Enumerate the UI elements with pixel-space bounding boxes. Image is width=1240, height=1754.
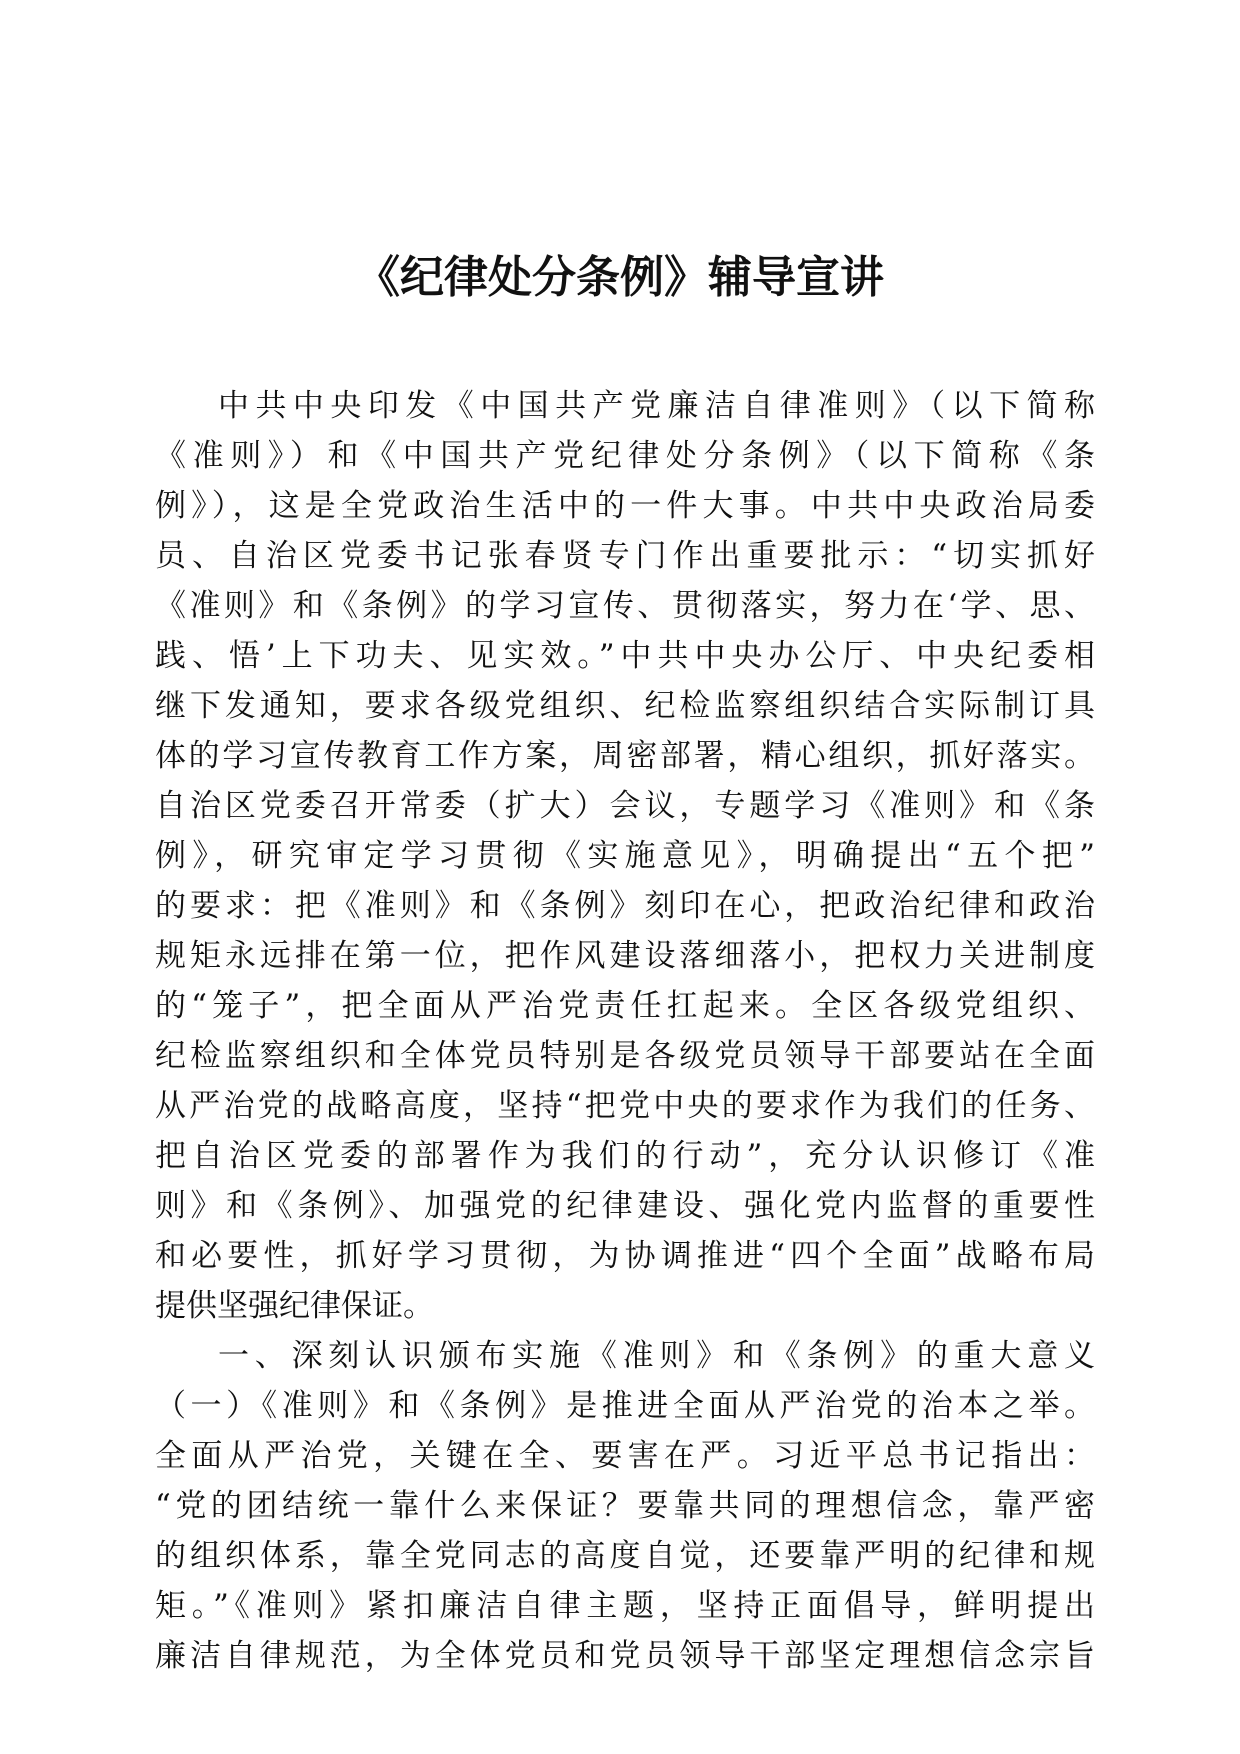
text-line: 例》，研究审定学习贯彻《实施意见》，明确提出“五个把” bbox=[155, 838, 1095, 874]
text-line: 廉洁自律规范，为全体党员和党员领导干部坚定理想信念宗旨 bbox=[155, 1638, 1095, 1674]
text-line: 体的学习宣传教育工作方案，周密部署，精心组织，抓好落实。 bbox=[155, 738, 1095, 774]
text-line: 的组织体系，靠全党同志的高度自觉，还要靠严明的纪律和规 bbox=[155, 1538, 1095, 1574]
text-line: 的要求：把《准则》和《条例》刻印在心，把政治纪律和政治 bbox=[155, 888, 1095, 924]
text-line: 则》和《条例》、加强党的纪律建设、强化党内监督的重要性 bbox=[155, 1188, 1095, 1224]
text-line: 的“笼子”，把全面从严治党责任扛起来。全区各级党组织、 bbox=[155, 988, 1095, 1024]
document-title: 《纪律处分条例》辅导宣讲 bbox=[356, 252, 884, 303]
text-line: 自治区党委召开常委（扩大）会议，专题学习《准则》和《条 bbox=[155, 788, 1095, 824]
text-line: 《准则》和《条例》的学习宣传、贯彻落实，努力在‘学、思、 bbox=[155, 588, 1095, 624]
text-line: 继下发通知，要求各级党组织、纪检监察组织结合实际制订具 bbox=[155, 688, 1095, 724]
section-heading: 一、深刻认识颁布实施《准则》和《条例》的重大意义 bbox=[218, 1338, 1095, 1374]
text-line: 矩。”《准则》紧扣廉洁自律主题，坚持正面倡导，鲜明提出 bbox=[155, 1588, 1095, 1624]
text-line: 全面从严治党，关键在全、要害在严。习近平总书记指出： bbox=[155, 1438, 1095, 1474]
subsection-heading: （一）《准则》和《条例》是推进全面从严治党的治本之举。 bbox=[155, 1388, 1095, 1424]
text-line: 规矩永远排在第一位，把作风建设落细落小，把权力关进制度 bbox=[155, 938, 1095, 974]
text-line: 从严治党的战略高度，坚持“把党中央的要求作为我们的任务、 bbox=[155, 1088, 1095, 1124]
text-line: 中共中央印发《中国共产党廉洁自律准则》（以下简称 bbox=[218, 388, 1095, 424]
text-line: 和必要性，抓好学习贯彻，为协调推进“四个全面”战略布局 bbox=[155, 1238, 1095, 1274]
text-line: 纪检监察组织和全体党员特别是各级党员领导干部要站在全面 bbox=[155, 1038, 1095, 1074]
text-line: “党的团结统一靠什么来保证？要靠共同的理想信念，靠严密 bbox=[155, 1488, 1095, 1524]
text-line: 把自治区党委的部署作为我们的行动”，充分认识修订《准 bbox=[155, 1138, 1095, 1174]
text-line: 践、悟’上下功夫、见实效。”中共中央办公厅、中央纪委相 bbox=[155, 638, 1095, 674]
text-line: 《准则》）和《中国共产党纪律处分条例》（以下简称《条 bbox=[155, 438, 1095, 474]
text-line: 提供坚强纪律保证。 bbox=[155, 1288, 434, 1324]
text-line: 例》），这是全党政治生活中的一件大事。中共中央政治局委 bbox=[155, 488, 1095, 524]
document-body bbox=[155, 381, 1095, 1681]
text-line: 员、自治区党委书记张春贤专门作出重要批示：“切实抓好 bbox=[155, 538, 1095, 574]
